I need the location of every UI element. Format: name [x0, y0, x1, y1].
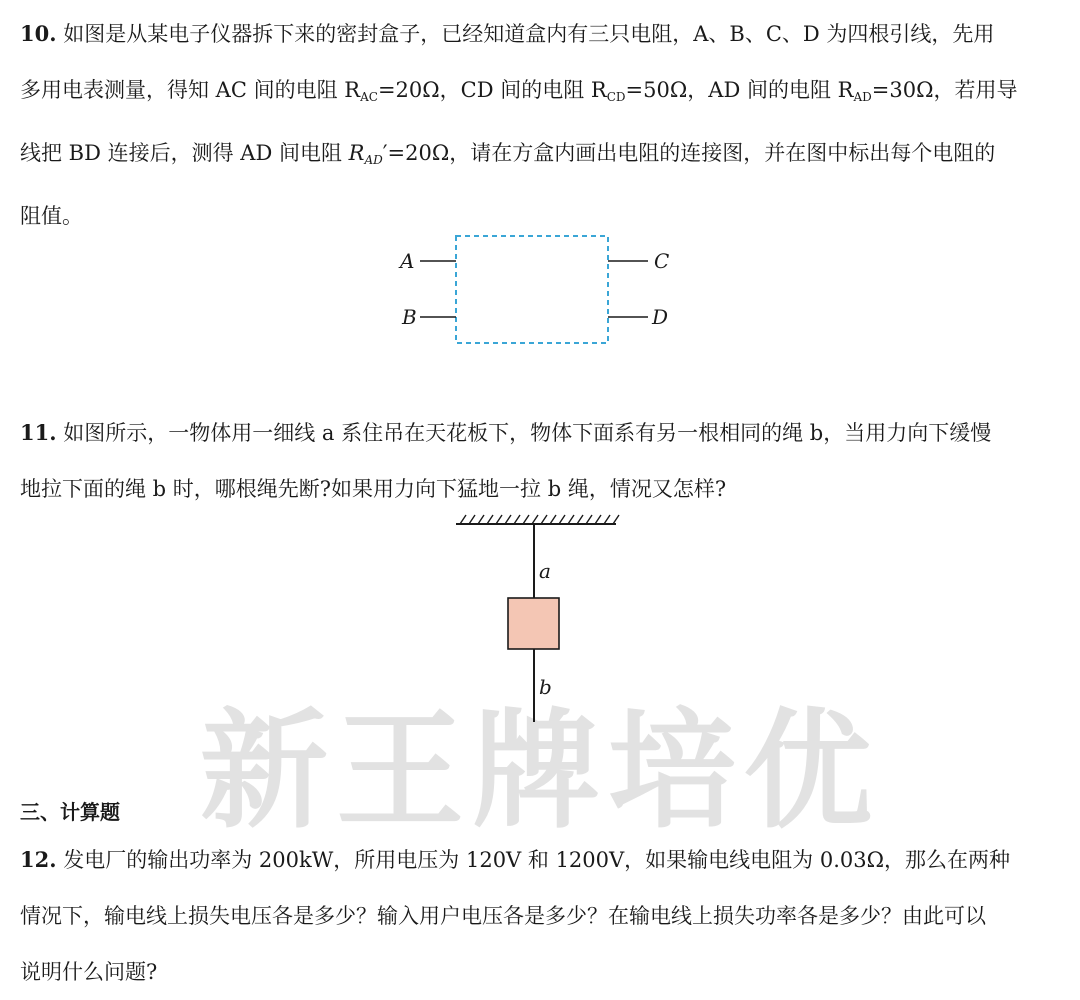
q12-line-3: [20, 944, 1060, 1000]
label-a: A: [400, 249, 415, 273]
sealed-box-diagram: [390, 225, 690, 355]
q10-line3-b: =20Ω，请在方盒内画出电阻的连接图，并在图中标出每个电阻的: [387, 141, 996, 165]
hanging-block-diagram: [450, 510, 630, 730]
hatch-mark: [523, 515, 529, 524]
q11-line2-text: 地拉下面的绳 b 时，哪根绳先断?如果用力向下猛地一拉 b 绳，情况又怎样?: [20, 477, 727, 501]
label-d: D: [652, 305, 669, 329]
hatch-mark: [595, 515, 601, 524]
q10-line4-text: 阻值。: [20, 204, 83, 228]
hatch-mark: [469, 515, 475, 524]
hatch-mark: [604, 515, 610, 524]
q12-line2-text: 情况下，输电线上损失电压各是多少？输入用户电压各是多少？在输电线上损失功率各是多少？由此可以: [20, 904, 986, 928]
hatch-mark: [541, 515, 547, 524]
q10-rad-r: R: [348, 141, 365, 165]
q10-line2-a: 多用电表测量，得知 AC 间的电阻 R: [20, 78, 361, 102]
hatch-mark: [478, 515, 484, 524]
hatch-mark: [568, 515, 574, 524]
q12-line1-text: 发电厂的输出功率为 200kW，所用电压为 120V 和 1200V，如果输电线电阻为 0.03Ω，那么在两种: [63, 848, 1011, 872]
section-heading: 三、计算题: [20, 800, 120, 824]
hanging-block: [508, 598, 559, 649]
q10-line-1: [20, 6, 1060, 62]
hatch-mark: [559, 515, 565, 524]
q10-line-3: [20, 125, 1060, 188]
q10-line-2: [20, 62, 1060, 125]
hatch-mark: [496, 515, 502, 524]
hatch-mark: [577, 515, 583, 524]
q10-rad-sub: AD: [364, 153, 383, 167]
hatch-mark: [460, 515, 466, 524]
hatch-mark: [550, 515, 556, 524]
q11-line-1: [20, 405, 1060, 461]
q10-rad-prime: ′: [382, 141, 388, 165]
q12-line-2: [20, 888, 1060, 944]
q11-line1-text: 如图所示，一物体用一细线 a 系住吊在天花板下，物体下面系有另一根相同的绳 b，当用力向下缓慢: [63, 421, 992, 445]
q11-line-2: [20, 461, 1060, 517]
hatch-mark: [487, 515, 493, 524]
q12-line3-text: 说明什么问题?: [20, 960, 158, 984]
q10-sub-ac: AC: [360, 90, 378, 104]
label-b: B: [402, 305, 417, 329]
sealed-box: [456, 236, 608, 343]
q12-number: 12.: [20, 847, 57, 872]
ceiling-hatch: [460, 515, 619, 524]
hatch-mark: [532, 515, 538, 524]
hatch-mark: [613, 515, 619, 524]
label-c: C: [654, 249, 670, 273]
q10-line2-d: =30Ω，若用导: [871, 78, 1018, 102]
hatch-mark: [505, 515, 511, 524]
question-12-text: [20, 832, 1060, 1000]
q10-line3-a: 线把 BD 连接后，测得 AD 间电阻: [20, 141, 349, 165]
q10-sub-cd: CD: [606, 90, 626, 104]
q10-line2-c: =50Ω，AD 间的电阻 R: [625, 78, 854, 102]
q10-line2-b: =20Ω，CD 间的电阻 R: [377, 78, 607, 102]
q10-sub-ad: AD: [853, 90, 872, 104]
rope-b-label: b: [539, 675, 552, 699]
question-11-text: [20, 405, 1060, 517]
hatch-mark: [586, 515, 592, 524]
question-10-text: [20, 6, 1060, 244]
q12-line-1: [20, 832, 1060, 888]
q10-line1-text: 如图是从某电子仪器拆下来的密封盒子，已经知道盒内有三只电阻，A、B、C、D 为四根引线，先用: [63, 22, 995, 46]
hatch-mark: [514, 515, 520, 524]
watermark-text: 新王牌培优: [199, 697, 880, 846]
q11-number: 11.: [20, 420, 57, 445]
q10-number: 10.: [20, 21, 57, 46]
rope-a-label: a: [539, 559, 551, 583]
